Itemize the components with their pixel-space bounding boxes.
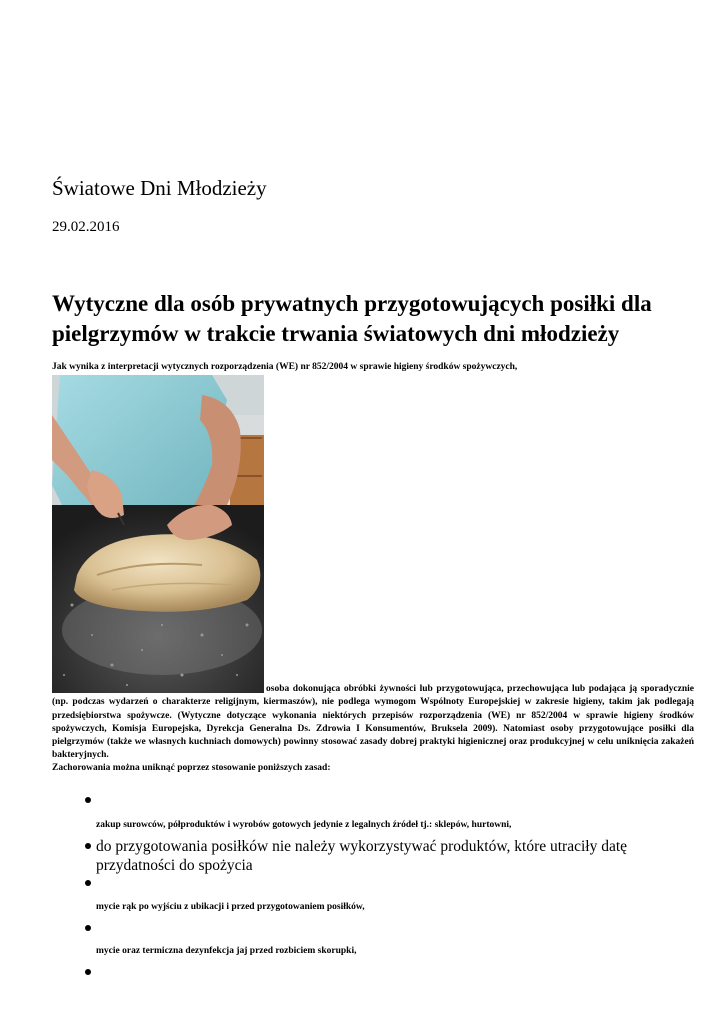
bread-kneading-photo bbox=[52, 375, 264, 693]
list-item: mycie rąk po wyjściu z ubikacji i przed przygotowaniem posiłków, bbox=[96, 902, 365, 912]
article-paragraph: osoba dokonująca obróbki żywności lub przygotowująca, przechowująca lub podająca ją sporadycznie (np. podczas wydarzeń o charakterze religijnym, kiermaszów), nie podlega wymogom Wspólnoty Europejskiej w zakresie higieny, takim jak podlegają przedsiębiorstwa spożywcze. (Wytyczne dotyczące wykonania niektórych przepisów rozporządzenia (WE) nr 852/2004 w sprawie higieny środków spożywczych, Komisja Europejska, Dyrekcja Generalna Ds. Zdrowia I Konsumentów, Bruksela 2009). Natomiast osoby przygotowujące posiłki dla pielgrzymów (także we własnych kuchniach domowych) powinny stosować zasady dobrej praktyki higienicznej oraz produkcyjnej w celu uniknięcia zakażeń bakteryjnych. bbox=[52, 684, 694, 761]
list-item: do przygotowania posiłków nie należy wykorzystywać produktów, które utraciły datę przydatności do spożycia bbox=[96, 838, 628, 874]
list-item: mycie oraz termiczna dezynfekcja jaj przed rozbiciem skorupki, bbox=[96, 946, 357, 956]
list-bullet bbox=[84, 879, 93, 888]
site-title: Światowe Dni Młodzieży bbox=[52, 176, 267, 200]
list-bullet bbox=[84, 842, 93, 851]
list-bullet bbox=[84, 924, 93, 933]
article-headline: Wytyczne dla osób prywatnych przygotowujących posiłki dla pielgrzymów w trakcie trwania światowych dni młodzieży bbox=[52, 291, 652, 346]
list-item: zakup surowców, półproduktów i wyrobów gotowych jedynie z legalnych źródeł tj.: sklepów, hurtowni, bbox=[96, 820, 512, 830]
rules-lead: Zachorowania można uniknąć poprzez stosowanie poniższych zasad: bbox=[52, 763, 331, 773]
publish-date: 29.02.2016 bbox=[52, 219, 120, 235]
list-bullet bbox=[84, 796, 93, 805]
list-bullet bbox=[84, 968, 93, 977]
article-intro: Jak wynika z interpretacji wytycznych rozporządzenia (WE) nr 852/2004 w sprawie higieny środków spożywczych, bbox=[52, 362, 518, 372]
